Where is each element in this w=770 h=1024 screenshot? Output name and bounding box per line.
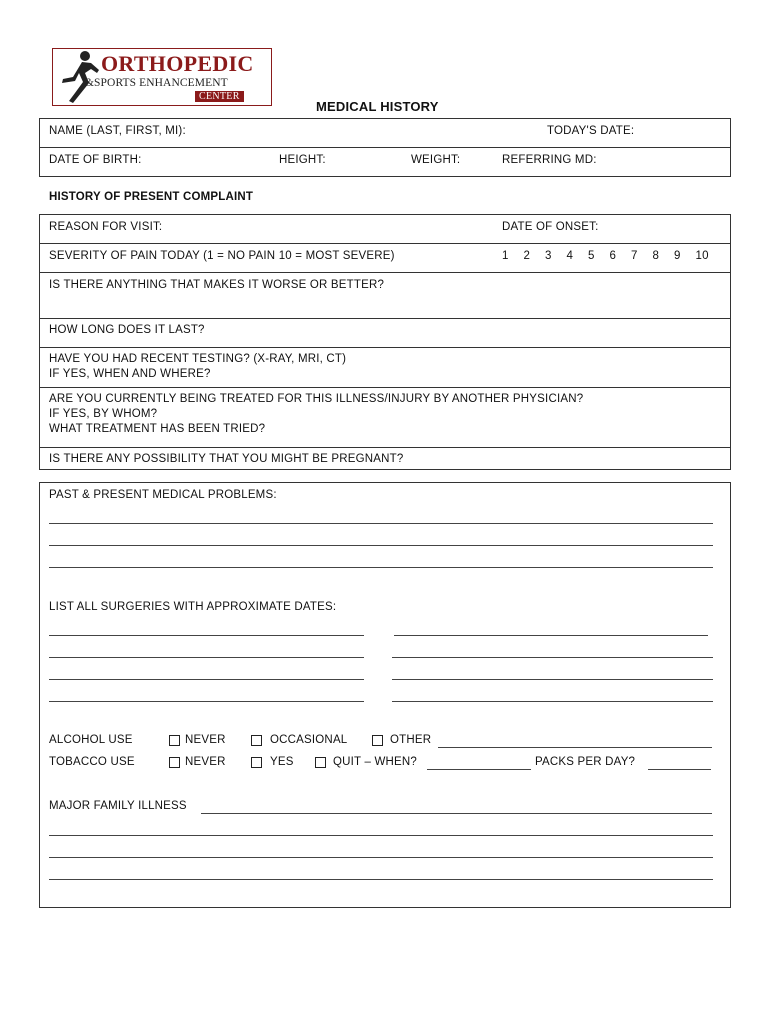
tobacco-quit-label: QUIT – WHEN? (333, 756, 417, 768)
alcohol-other-line[interactable] (438, 747, 712, 748)
pain-scale[interactable] (502, 250, 717, 262)
treated-by-whom[interactable]: IF YES, BY WHOM? (49, 408, 158, 420)
family-illness-line[interactable] (49, 835, 713, 836)
name-field-label[interactable]: NAME (LAST, FIRST, MI): (49, 125, 186, 137)
family-illness-line[interactable] (49, 879, 713, 880)
alcohol-never-label: NEVER (185, 734, 226, 746)
divider (39, 387, 731, 388)
divider (39, 447, 731, 448)
alcohol-other-checkbox[interactable] (372, 735, 383, 746)
tobacco-packs-line[interactable] (648, 769, 711, 770)
referring-md-field-label[interactable]: REFERRING MD: (502, 154, 597, 166)
alcohol-other-label: OTHER (390, 734, 432, 746)
tobacco-never-checkbox[interactable] (169, 757, 180, 768)
family-illness-label: MAJOR FAMILY ILLNESS (49, 800, 187, 812)
tobacco-packs-label: PACKS PER DAY? (535, 756, 636, 768)
pain-scale-option[interactable]: 10 (695, 250, 709, 262)
surgery-line[interactable] (392, 701, 713, 702)
worse-better-question[interactable]: IS THERE ANYTHING THAT MAKES IT WORSE OR BETTER? (49, 279, 385, 291)
surgery-line[interactable] (49, 679, 364, 680)
divider (39, 243, 731, 244)
logo-line-2: &SPORTS ENHANCEMENT (85, 77, 228, 89)
family-illness-line[interactable] (49, 857, 713, 858)
medical-problems-label: PAST & PRESENT MEDICAL PROBLEMS: (49, 489, 277, 501)
page-title: MEDICAL HISTORY (316, 99, 439, 114)
tobacco-quit-checkbox[interactable] (315, 757, 326, 768)
pain-scale-option[interactable]: 1 (502, 250, 509, 262)
pain-scale-option[interactable]: 8 (652, 250, 660, 262)
alcohol-never-checkbox[interactable] (169, 735, 180, 746)
pain-scale-option[interactable]: 6 (609, 250, 617, 262)
pain-scale-option[interactable]: 9 (674, 250, 681, 262)
surgery-line[interactable] (392, 679, 713, 680)
divider (39, 318, 731, 319)
pain-scale-option[interactable]: 4 (566, 250, 574, 262)
divider (39, 347, 731, 348)
logo-line-1: ORTHOPEDIC (101, 51, 254, 76)
pain-scale-option[interactable]: 5 (588, 250, 595, 262)
surgery-line[interactable] (49, 635, 364, 636)
pain-scale-option[interactable]: 7 (631, 250, 638, 262)
medical-problems-line[interactable] (49, 545, 713, 546)
surgery-line[interactable] (394, 635, 708, 636)
divider (39, 272, 731, 273)
clinic-logo (52, 48, 272, 106)
reason-field-label[interactable]: REASON FOR VISIT: (49, 221, 163, 233)
todays-date-field-label[interactable]: TODAY'S DATE: (547, 125, 635, 137)
surgeries-label: LIST ALL SURGERIES WITH APPROXIMATE DATES: (49, 601, 337, 613)
surgery-line[interactable] (49, 701, 364, 702)
tobacco-never-label: NEVER (185, 756, 226, 768)
complaint-heading: HISTORY OF PRESENT COMPLAINT (49, 191, 254, 203)
treatment-tried[interactable]: WHAT TREATMENT HAS BEEN TRIED? (49, 423, 266, 435)
severity-label: SEVERITY OF PAIN TODAY (1 = NO PAIN 10 = MOST SEVERE) (49, 250, 395, 262)
logo-line-3: CENTER (195, 91, 244, 102)
medical-problems-line[interactable] (49, 523, 713, 524)
dob-field-label[interactable]: DATE OF BIRTH: (49, 154, 142, 166)
alcohol-use-label: ALCOHOL USE (49, 734, 133, 746)
alcohol-occasional-checkbox[interactable] (251, 735, 262, 746)
weight-field-label[interactable]: WEIGHT: (411, 154, 461, 166)
surgery-line[interactable] (392, 657, 713, 658)
pregnancy-question[interactable]: IS THERE ANY POSSIBILITY THAT YOU MIGHT BE PREGNANT? (49, 453, 404, 465)
tobacco-use-label: TOBACCO USE (49, 756, 135, 768)
medical-problems-line[interactable] (49, 567, 713, 568)
onset-field-label[interactable]: DATE OF ONSET: (502, 221, 599, 233)
testing-question[interactable]: HAVE YOU HAD RECENT TESTING? (X-RAY, MRI, CT) (49, 353, 347, 365)
treated-question[interactable]: ARE YOU CURRENTLY BEING TREATED FOR THIS ILLNESS/INJURY BY ANOTHER PHYSICIAN? (49, 393, 584, 405)
pain-scale-option[interactable]: 2 (523, 250, 531, 262)
family-illness-line[interactable] (201, 813, 712, 814)
divider (39, 147, 731, 148)
tobacco-quit-when-line[interactable] (427, 769, 531, 770)
surgery-line[interactable] (49, 657, 364, 658)
height-field-label[interactable]: HEIGHT: (279, 154, 326, 166)
testing-followup[interactable]: IF YES, WHEN AND WHERE? (49, 368, 211, 380)
pain-scale-option[interactable]: 3 (545, 250, 552, 262)
tobacco-yes-label: YES (270, 756, 294, 768)
alcohol-occasional-label: OCCASIONAL (270, 734, 348, 746)
how-long-question[interactable]: HOW LONG DOES IT LAST? (49, 324, 205, 336)
tobacco-yes-checkbox[interactable] (251, 757, 262, 768)
